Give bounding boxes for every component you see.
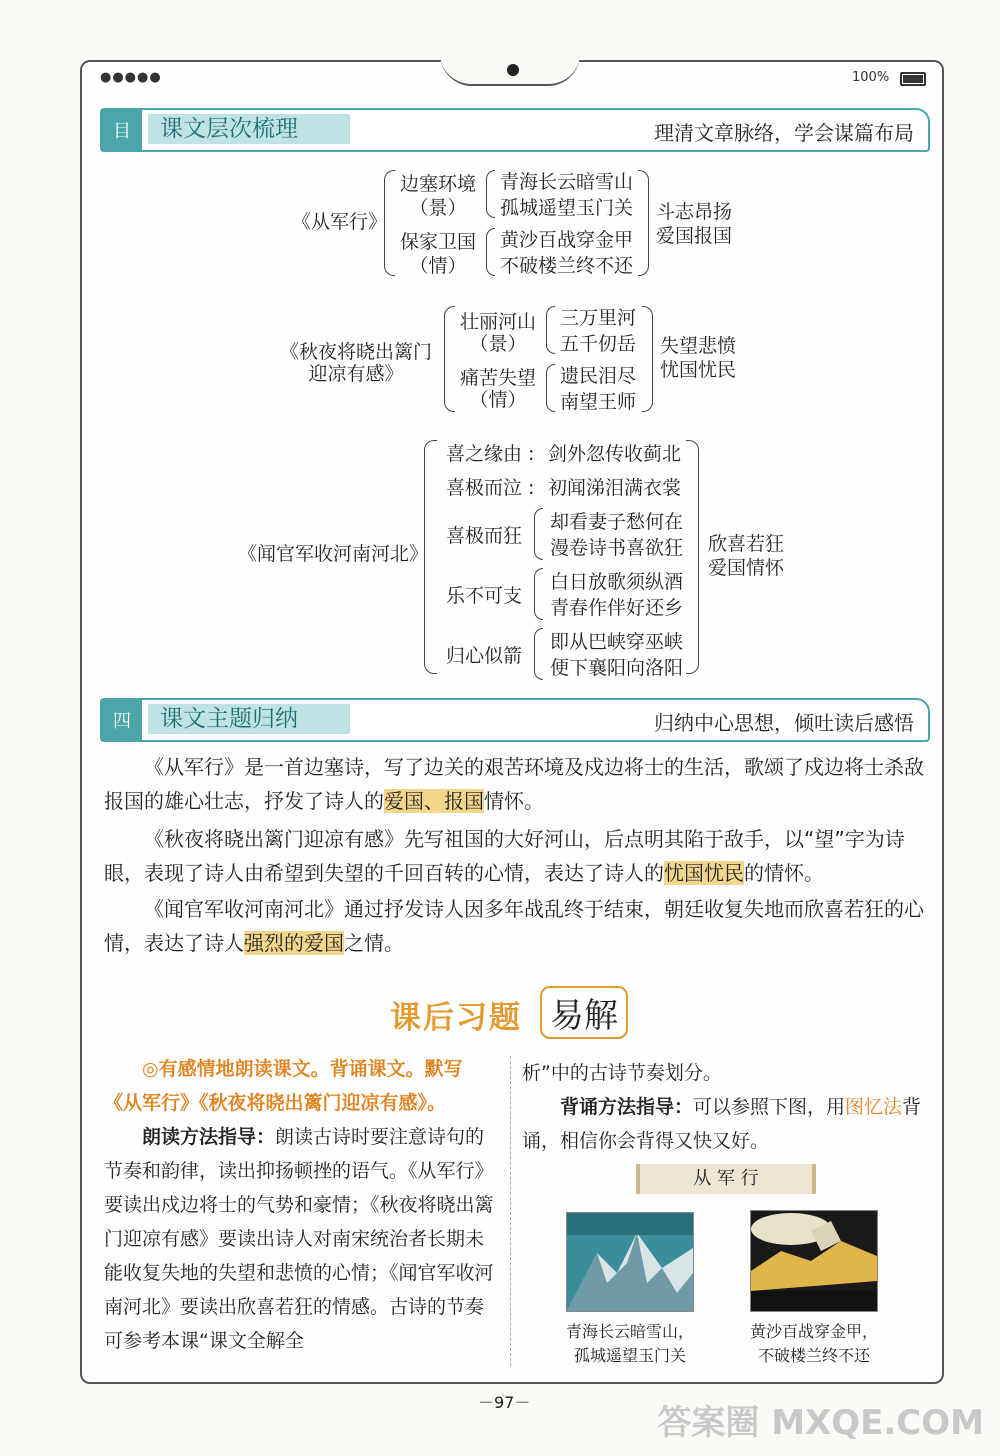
battery-icon	[900, 72, 926, 86]
highlight: 爱国、报国	[384, 789, 484, 813]
poem3-colon: :	[528, 477, 535, 499]
poem2-title: 《秋夜将晓出篱门	[279, 341, 432, 363]
poem1-title: 《从军行》	[292, 211, 388, 233]
brace	[424, 440, 437, 674]
poem2-theme: 忧国忧民	[660, 359, 737, 381]
poem-banner: 从 军 行	[636, 1164, 816, 1194]
poem1-theme: 斗志昂扬	[656, 201, 733, 223]
brace	[486, 228, 495, 276]
image-caption: 黄沙百战穿金甲， 不破楼兰终不还	[749, 1322, 878, 1365]
exercise-left-column	[104, 1052, 500, 1358]
battle-desert-image	[750, 1210, 878, 1312]
poem1-part1: 边塞环境	[399, 173, 476, 195]
poem-line: 青海长云暗雪山	[500, 171, 634, 193]
poem-line: 初闻涕泪满衣裳	[548, 477, 682, 499]
poem2-part1-tag: （景）	[469, 333, 527, 355]
poem3-stage: 喜极而狂	[446, 525, 523, 547]
poem-line: 即从巴峡穿巫峡	[550, 631, 684, 653]
poem3-title: 《闻官军收河南河北》	[238, 543, 429, 565]
summary-paragraph: 《秋夜将晓出篱门迎凉有感》先写祖国的大好河山，后点明其陷于敌手，以“望”字为诗眼，表现了诗人由希望到失望的千回百转的心情，表达了诗人的忧国忧民的情怀。	[104, 827, 905, 885]
section-subtitle: 理清文章脉络，学会谋篇布局	[654, 121, 914, 145]
exercise-right-column	[522, 1056, 926, 1158]
image-caption: 青海长云暗雪山， 孤城遥望玉门关	[565, 1322, 694, 1365]
poem3-stage: 喜之缘由	[446, 443, 523, 465]
brace	[546, 364, 555, 412]
section-subtitle: 归纳中心思想，倾吐读后感悟	[654, 711, 914, 735]
brace	[534, 508, 543, 560]
poem2-part2: 痛苦失望	[459, 367, 536, 389]
poem-line: 三万里河	[560, 307, 637, 329]
page-number: －97－	[478, 1393, 531, 1412]
poem-line: 孤城遥望玉门关	[500, 197, 634, 219]
poem-line: 便下襄阳向洛阳	[550, 657, 684, 679]
poem-line: 遗民泪尽	[560, 365, 637, 387]
exercise-title: 课后习题	[390, 1000, 522, 1036]
poem-line: 却看妻子愁何在	[550, 511, 684, 533]
poem2-part1: 壮丽河山	[459, 311, 536, 333]
summary-paragraph: 《从军行》是一首边塞诗，写了边关的艰苦环境及戍边将士的生活，歌颂了戍边将士杀敌报国的雄心壮志，抒发了诗人的爱国、报国情怀。	[104, 755, 924, 813]
poem2-theme: 失望悲愤	[660, 335, 737, 357]
section-header-structure	[100, 108, 930, 152]
poem-line: 剑外忽传收蓟北	[548, 443, 682, 465]
brace	[546, 306, 555, 354]
recite-guide: 背诵方法指导：可以参照下图，用图忆法背诵，相信你会背得又快又好。	[522, 1096, 922, 1152]
section-title: 课文主题归纳	[148, 704, 350, 734]
brace	[638, 170, 649, 276]
exercise-task: ◎有感情地朗读课文。背诵课文。默写《从军行》《秋夜将晓出篱门迎凉有感》。	[104, 1058, 463, 1114]
brace	[686, 440, 699, 674]
brace	[642, 306, 653, 412]
poem1-part2-tag: （情）	[409, 255, 467, 277]
highlight: 忧国忧民	[664, 861, 744, 885]
poem-line: 白日放歌须纵酒	[550, 571, 684, 593]
brace	[534, 628, 543, 680]
column-divider	[510, 1056, 511, 1366]
section-icon: 目	[102, 110, 142, 150]
battery-percent: 100%	[852, 70, 890, 85]
right-continuation: 析”中的古诗节奏划分。	[522, 1062, 722, 1084]
poem2-title: 迎凉有感》	[308, 363, 404, 385]
poem3-stage: 归心似箭	[446, 645, 523, 667]
poem-line: 不破楼兰终不还	[500, 255, 634, 277]
poem-line: 南望王师	[560, 391, 637, 413]
poem2-part2-tag: （情）	[469, 389, 527, 411]
snow-mountain-image	[566, 1212, 694, 1312]
poem-line: 五千仞岳	[560, 333, 637, 355]
camera-dot	[507, 64, 519, 76]
poem3-theme: 欣喜若狂	[708, 533, 785, 555]
poem3-stage: 乐不可支	[446, 585, 523, 607]
brace	[444, 306, 455, 412]
poem1-theme: 爱国报国	[656, 225, 733, 247]
poem3-theme: 爱国情怀	[708, 557, 785, 579]
brace	[486, 170, 495, 218]
poem1-part1-tag: （景）	[409, 197, 467, 219]
reading-guide: 朗读方法指导：朗读古诗时要注意诗句的节奏和韵律，读出抑扬顿挫的语气。《从军行》要读出戍边将士的气势和豪情；《秋夜将晓出篱门迎凉有感》要读出诗人对南宋统治者长期未能收复失地的失望和悲愤的心情；《闻官军收河南河北》要读出欣喜若狂的情感。古诗的节奏可参考本课“课文全解全	[104, 1126, 494, 1352]
brace	[384, 170, 395, 276]
poem1-part2: 保家卫国	[399, 231, 476, 253]
signal-indicator: ●●●●●	[100, 70, 162, 85]
poem3-stage: 喜极而泣	[446, 477, 523, 499]
poem-line: 青春作伴好还乡	[550, 597, 684, 619]
section-icon: 四	[102, 700, 142, 740]
watermark: 答案圈 MXQE.COM	[657, 1403, 984, 1443]
poem3-colon: :	[528, 443, 535, 465]
section-header-theme	[100, 698, 930, 742]
exercise-title-badge: 易解	[540, 986, 628, 1039]
highlight: 强烈的爱国	[244, 931, 344, 955]
poem-line: 黄沙百战穿金甲	[500, 229, 634, 251]
summary-paragraph: 《闻官军收河南河北》通过抒发诗人因多年战乱终于结束，朝廷收复失地而欣喜若狂的心情，表达了诗人强烈的爱国之情。	[104, 897, 924, 955]
section-title: 课文层次梳理	[148, 114, 350, 144]
poem-line: 漫卷诗书喜欲狂	[550, 537, 684, 559]
brace	[534, 568, 543, 620]
